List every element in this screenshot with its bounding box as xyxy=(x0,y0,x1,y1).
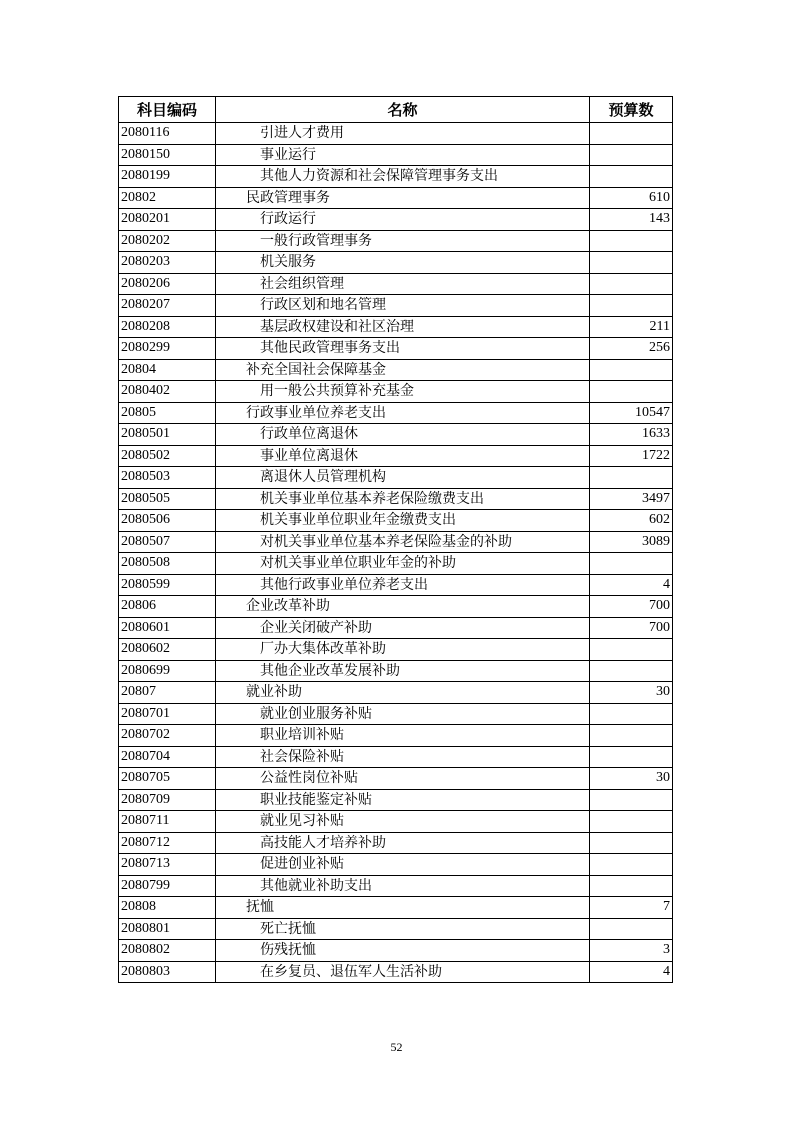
cell-amount: 610 xyxy=(590,187,673,209)
cell-amount xyxy=(590,467,673,489)
cell-name: 用一般公共预算补充基金 xyxy=(216,381,590,403)
table-row xyxy=(119,574,673,596)
cell-amount xyxy=(590,553,673,575)
cell-name: 其他行政事业单位养老支出 xyxy=(216,574,590,596)
cell-name: 民政管理事务 xyxy=(216,187,590,209)
cell-code: 2080402 xyxy=(119,381,216,403)
cell-name: 就业补助 xyxy=(216,682,590,704)
cell-amount xyxy=(590,639,673,661)
table-row xyxy=(119,811,673,833)
cell-name: 事业运行 xyxy=(216,144,590,166)
header-code: 科目编码 xyxy=(119,97,216,123)
table-row xyxy=(119,252,673,274)
cell-amount: 1722 xyxy=(590,445,673,467)
table-row xyxy=(119,725,673,747)
cell-code: 2080702 xyxy=(119,725,216,747)
cell-amount xyxy=(590,123,673,145)
cell-amount: 4 xyxy=(590,574,673,596)
cell-name: 就业见习补贴 xyxy=(216,811,590,833)
cell-amount xyxy=(590,789,673,811)
cell-name: 行政事业单位养老支出 xyxy=(216,402,590,424)
table-row xyxy=(119,445,673,467)
cell-amount xyxy=(590,252,673,274)
cell-code: 2080507 xyxy=(119,531,216,553)
table-row xyxy=(119,402,673,424)
table-row xyxy=(119,703,673,725)
cell-amount xyxy=(590,725,673,747)
cell-name: 其他企业改革发展补助 xyxy=(216,660,590,682)
cell-amount: 3089 xyxy=(590,531,673,553)
cell-name: 社会组织管理 xyxy=(216,273,590,295)
cell-code: 2080206 xyxy=(119,273,216,295)
cell-amount: 4 xyxy=(590,961,673,983)
cell-code: 2080299 xyxy=(119,338,216,360)
table-row xyxy=(119,295,673,317)
cell-amount: 143 xyxy=(590,209,673,231)
cell-code: 2080150 xyxy=(119,144,216,166)
cell-amount: 256 xyxy=(590,338,673,360)
table-row xyxy=(119,273,673,295)
table-row xyxy=(119,682,673,704)
cell-name: 其他就业补助支出 xyxy=(216,875,590,897)
table-row xyxy=(119,746,673,768)
budget-table xyxy=(118,96,673,983)
cell-name: 公益性岗位补贴 xyxy=(216,768,590,790)
header-row xyxy=(119,97,673,123)
table-row xyxy=(119,596,673,618)
cell-code: 2080709 xyxy=(119,789,216,811)
cell-amount xyxy=(590,875,673,897)
table-row xyxy=(119,940,673,962)
table-row xyxy=(119,768,673,790)
cell-name: 高技能人才培养补助 xyxy=(216,832,590,854)
table-row xyxy=(119,854,673,876)
cell-name: 促进创业补贴 xyxy=(216,854,590,876)
cell-code: 2080599 xyxy=(119,574,216,596)
cell-amount xyxy=(590,295,673,317)
cell-amount: 30 xyxy=(590,768,673,790)
cell-name: 事业单位离退休 xyxy=(216,445,590,467)
cell-code: 2080713 xyxy=(119,854,216,876)
cell-name: 社会保险补贴 xyxy=(216,746,590,768)
cell-code: 2080601 xyxy=(119,617,216,639)
cell-code: 2080704 xyxy=(119,746,216,768)
table-row xyxy=(119,660,673,682)
cell-name: 其他民政管理事务支出 xyxy=(216,338,590,360)
table-row xyxy=(119,123,673,145)
cell-code: 20806 xyxy=(119,596,216,618)
cell-name: 补充全国社会保障基金 xyxy=(216,359,590,381)
table-row xyxy=(119,166,673,188)
table-row xyxy=(119,467,673,489)
table-body xyxy=(119,123,673,983)
cell-amount xyxy=(590,144,673,166)
cell-amount xyxy=(590,832,673,854)
cell-amount xyxy=(590,273,673,295)
cell-code: 2080711 xyxy=(119,811,216,833)
table-row xyxy=(119,488,673,510)
cell-name: 基层政权建设和社区治理 xyxy=(216,316,590,338)
table-row xyxy=(119,316,673,338)
cell-name: 机关事业单位基本养老保险缴费支出 xyxy=(216,488,590,510)
table-row xyxy=(119,359,673,381)
cell-code: 2080505 xyxy=(119,488,216,510)
cell-name: 厂办大集体改革补助 xyxy=(216,639,590,661)
cell-amount: 30 xyxy=(590,682,673,704)
cell-name: 死亡抚恤 xyxy=(216,918,590,940)
cell-name: 企业关闭破产补助 xyxy=(216,617,590,639)
table-header xyxy=(119,97,673,123)
cell-amount: 602 xyxy=(590,510,673,532)
cell-code: 2080701 xyxy=(119,703,216,725)
cell-code: 2080201 xyxy=(119,209,216,231)
cell-code: 2080199 xyxy=(119,166,216,188)
table-row xyxy=(119,832,673,854)
cell-amount: 10547 xyxy=(590,402,673,424)
cell-name: 抚恤 xyxy=(216,897,590,919)
table-row xyxy=(119,639,673,661)
cell-code: 2080202 xyxy=(119,230,216,252)
header-amount: 预算数 xyxy=(590,97,673,123)
cell-code: 20804 xyxy=(119,359,216,381)
cell-code: 2080803 xyxy=(119,961,216,983)
cell-amount xyxy=(590,381,673,403)
cell-code: 20807 xyxy=(119,682,216,704)
cell-code: 2080208 xyxy=(119,316,216,338)
table-row xyxy=(119,531,673,553)
cell-amount: 211 xyxy=(590,316,673,338)
cell-amount xyxy=(590,230,673,252)
cell-amount: 700 xyxy=(590,617,673,639)
cell-code: 2080508 xyxy=(119,553,216,575)
cell-code: 2080501 xyxy=(119,424,216,446)
table-row xyxy=(119,230,673,252)
table-row xyxy=(119,789,673,811)
cell-amount: 3497 xyxy=(590,488,673,510)
cell-code: 2080712 xyxy=(119,832,216,854)
table-row xyxy=(119,897,673,919)
cell-code: 2080602 xyxy=(119,639,216,661)
cell-name: 离退休人员管理机构 xyxy=(216,467,590,489)
table-row xyxy=(119,338,673,360)
cell-name: 职业培训补贴 xyxy=(216,725,590,747)
cell-code: 2080802 xyxy=(119,940,216,962)
cell-code: 20808 xyxy=(119,897,216,919)
cell-amount: 7 xyxy=(590,897,673,919)
cell-amount xyxy=(590,166,673,188)
cell-code: 2080506 xyxy=(119,510,216,532)
cell-amount xyxy=(590,918,673,940)
table-row xyxy=(119,381,673,403)
table-row xyxy=(119,553,673,575)
cell-name: 在乡复员、退伍军人生活补助 xyxy=(216,961,590,983)
cell-name: 职业技能鉴定补贴 xyxy=(216,789,590,811)
cell-amount xyxy=(590,660,673,682)
table-row xyxy=(119,617,673,639)
cell-amount xyxy=(590,359,673,381)
cell-amount: 1633 xyxy=(590,424,673,446)
cell-code: 2080116 xyxy=(119,123,216,145)
table-row xyxy=(119,424,673,446)
cell-name: 其他人力资源和社会保障管理事务支出 xyxy=(216,166,590,188)
cell-name: 企业改革补助 xyxy=(216,596,590,618)
table-row xyxy=(119,918,673,940)
cell-name: 对机关事业单位基本养老保险基金的补助 xyxy=(216,531,590,553)
cell-code: 20802 xyxy=(119,187,216,209)
cell-name: 引进人才费用 xyxy=(216,123,590,145)
cell-name: 行政运行 xyxy=(216,209,590,231)
table-row xyxy=(119,144,673,166)
cell-name: 一般行政管理事务 xyxy=(216,230,590,252)
cell-code: 2080799 xyxy=(119,875,216,897)
cell-amount xyxy=(590,703,673,725)
cell-code: 2080503 xyxy=(119,467,216,489)
cell-code: 2080705 xyxy=(119,768,216,790)
cell-code: 2080207 xyxy=(119,295,216,317)
cell-code: 2080801 xyxy=(119,918,216,940)
table-row xyxy=(119,961,673,983)
cell-amount xyxy=(590,746,673,768)
cell-code: 2080502 xyxy=(119,445,216,467)
cell-amount: 700 xyxy=(590,596,673,618)
cell-name: 行政单位离退休 xyxy=(216,424,590,446)
cell-name: 对机关事业单位职业年金的补助 xyxy=(216,553,590,575)
cell-amount xyxy=(590,811,673,833)
table-row xyxy=(119,209,673,231)
header-name: 名称 xyxy=(216,97,590,123)
table-row xyxy=(119,875,673,897)
cell-amount xyxy=(590,854,673,876)
cell-code: 2080203 xyxy=(119,252,216,274)
page-number: 52 xyxy=(390,1040,403,1054)
cell-name: 行政区划和地名管理 xyxy=(216,295,590,317)
cell-name: 机关事业单位职业年金缴费支出 xyxy=(216,510,590,532)
table-row xyxy=(119,510,673,532)
cell-name: 机关服务 xyxy=(216,252,590,274)
cell-name: 伤残抚恤 xyxy=(216,940,590,962)
cell-code: 2080699 xyxy=(119,660,216,682)
cell-code: 20805 xyxy=(119,402,216,424)
cell-name: 就业创业服务补贴 xyxy=(216,703,590,725)
cell-amount: 3 xyxy=(590,940,673,962)
table-row xyxy=(119,187,673,209)
